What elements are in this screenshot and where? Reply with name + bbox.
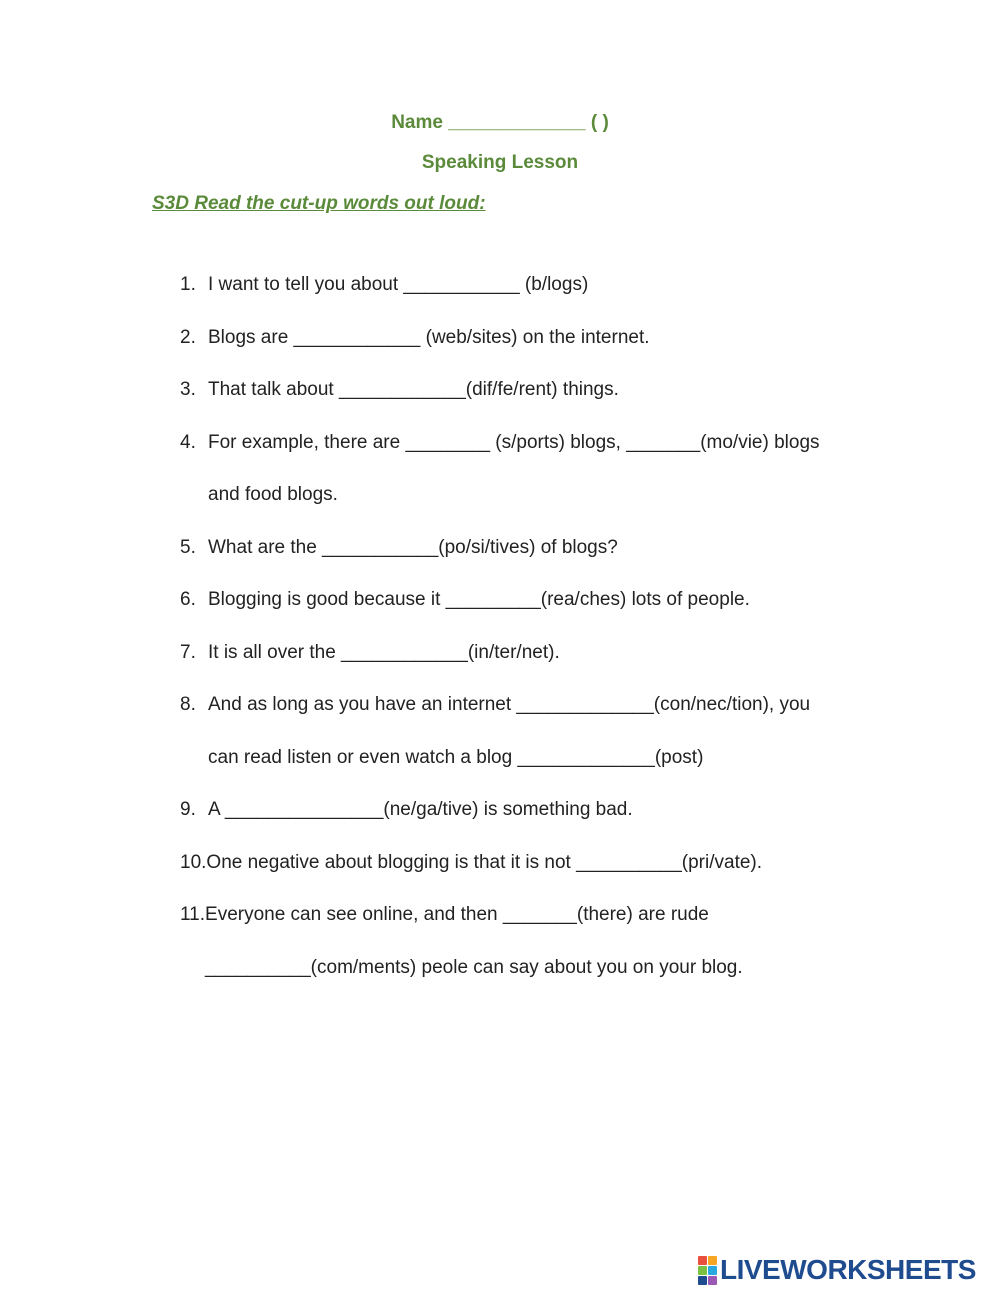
item-text (208, 587, 750, 613)
liveworksheets-logo (698, 1253, 976, 1287)
item-line: That talk about ____________(dif/fe/rent) things. (208, 379, 619, 400)
exercise-item (180, 272, 880, 298)
logo-square (708, 1276, 717, 1285)
exercise-item (180, 902, 880, 981)
item-line: I want to tell you about ___________ (b/logs) (208, 274, 589, 295)
item-text (208, 640, 560, 666)
logo-square (698, 1256, 707, 1265)
item-text (208, 325, 650, 351)
item-text (208, 535, 618, 561)
item-number: 4. (180, 431, 196, 453)
exercise-item (180, 430, 880, 509)
item-text (208, 272, 588, 298)
item-number: 6. (180, 589, 196, 610)
item-number: 10. (180, 851, 207, 873)
item-line: For example, there are ________ (s/ports) blogs, _______(mo/vie) blogs (208, 431, 820, 453)
item-text (208, 692, 810, 771)
item-number: 9. (180, 799, 196, 820)
liveworksheets-logo-icon (698, 1256, 717, 1285)
item-line: One negative about blogging is that it is not __________(pri/vate). (206, 851, 763, 873)
page-title: Speaking Lesson (421, 152, 579, 173)
item-number: 2. (180, 326, 196, 348)
logo-square (698, 1266, 707, 1275)
item-line: And as long as you have an internet _____________(con/nec/tion), you (208, 694, 811, 715)
exercise-item (180, 377, 880, 403)
item-line: and food blogs. (208, 484, 338, 505)
exercise-item (180, 325, 880, 351)
exercise-list (180, 272, 880, 1007)
item-line: can read listen or even watch a blog _____________(post) (208, 746, 704, 768)
logo-text: LIVEWORKSHEETS (720, 1254, 976, 1285)
exercise-item (180, 692, 880, 771)
item-number: 11. (180, 904, 206, 925)
name-field-line: Name _____________ ( ) (391, 112, 609, 133)
item-number: 5. (180, 536, 196, 558)
item-line: A _______________(ne/ga/tive) is something bad. (208, 799, 633, 820)
item-line: Everyone can see online, and then _______(there) are rude (205, 904, 709, 925)
instruction-heading: S3D Read the cut-up words out loud: (152, 193, 486, 214)
item-text (208, 797, 633, 823)
exercise-item (180, 797, 880, 823)
item-number: 8. (180, 694, 196, 715)
item-number: 3. (180, 379, 196, 400)
item-text (206, 850, 762, 876)
item-line: Blogs are ____________ (web/sites) on the internet. (208, 326, 650, 348)
item-line: It is all over the ____________(in/ter/net). (208, 641, 560, 663)
item-line: Blogging is good because it _________(rea/ches) lots of people. (208, 589, 750, 610)
item-number: 7. (180, 641, 196, 663)
item-line: __________(com/ments) peole can say about you on your blog. (205, 956, 743, 978)
item-text (205, 902, 743, 981)
item-line: What are the ___________(po/si/tives) of blogs? (208, 536, 618, 558)
exercise-item (180, 535, 880, 561)
logo-square (698, 1276, 707, 1285)
logo-square (708, 1256, 717, 1265)
exercise-item (180, 587, 880, 613)
item-number: 1. (180, 274, 196, 295)
item-text (208, 377, 619, 403)
item-text (208, 430, 820, 509)
logo-square (708, 1266, 717, 1275)
exercise-item (180, 850, 880, 876)
exercise-item (180, 640, 880, 666)
